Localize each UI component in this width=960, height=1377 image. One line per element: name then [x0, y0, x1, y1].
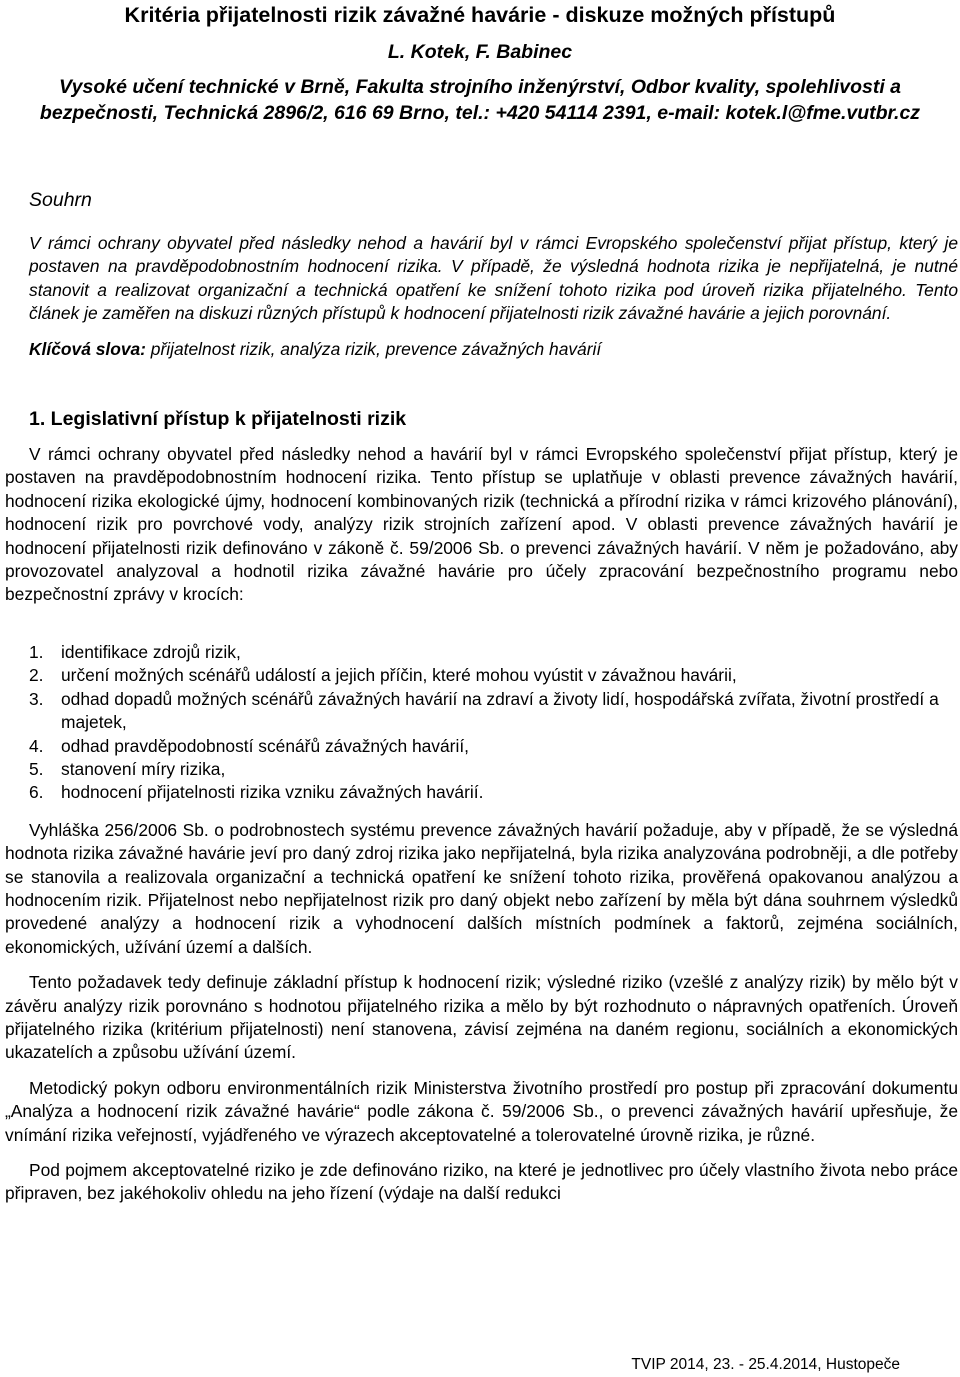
list-item-number: 6.	[29, 782, 44, 803]
paper-title: Kritéria přijatelnosti rizik závažné havárie - diskuze možných přístupů	[124, 3, 836, 27]
list-item	[29, 758, 958, 781]
list-item	[29, 641, 958, 664]
list-item-number: 2.	[29, 665, 44, 686]
author-affiliation: Vysoké učení technické v Brně, Fakulta strojního inženýrství, Odbor kvality, spolehlivosti a bezpečnosti, Technická 2896/2, 616 69 Brno, tel.: +420 54114 2391, e-mail: kotek.l@fme.vutbr.cz	[39, 76, 921, 124]
keywords-text: přijatelnost rizik, analýza rizik, prevence závažných havárií	[145, 338, 602, 359]
list-item-text: hodnocení přijatelnosti rizika vzniku závažných havárií.	[61, 782, 484, 803]
list-item-text: stanovení míry rizika,	[61, 758, 226, 779]
list-item	[29, 688, 958, 735]
risk-analysis-steps-list	[29, 641, 958, 805]
list-item	[29, 664, 958, 687]
section1-paragraph-3: Tento požadavek tedy definuje základní přístup k hodnocení rizik; výsledné riziko (vzešlé z analýzy rizik) by mělo být v závěru analýzy rizik porovnáno s hodnotou přijatelného rizika a mělo by být rozhodnuto o nápravných opatřeních. Úroveň přijatelného rizika (kritérium přijatelnosti) není stanovena, závisí zejména na daném regionu, sociálních a ekonomických ukazatelích a způsobu užívání území.	[5, 972, 958, 1063]
keywords-label: Klíčová slova:	[29, 338, 146, 359]
section-heading-1: 1. Legislativní přístup k přijatelnosti rizik	[29, 408, 407, 431]
list-item-number: 4.	[29, 735, 44, 756]
list-item-text: odhad dopadů možných scénářů závažných havárií na zdraví a životy lidí, hospodářská zvířata, životní prostředí a majetek,	[61, 688, 939, 733]
list-item-text: identifikace zdrojů rizik,	[61, 641, 241, 662]
list-item-number: 3.	[29, 688, 44, 709]
section1-paragraph-1: V rámci ochrany obyvatel před následky nehod a havárií byl v rámci Evropského společenství přijat přístup, který je postaven na pravděpodobnostním hodnocení rizika. Tento přístup se uplatňuje v oblasti prevence závažných havárií, hodnocení rizika ekologické újmy, hodnocení kombinovaných rizik (technická a přírodní rizika v rámci krizového plánování), hodnocení rizik pro povrchové vody, analýzy rizik strojních zařízení apod. V oblasti prevence závažných havárií je hodnocení přijatelnosti rizik definováno v zákoně č. 59/2006 Sb. o prevenci závažných havárií. V něm je požadováno, aby provozovatel analyzoval a hodnotil rizika závažné havárie pro účely zpracování bezpečnostního programu nebo bezpečnostní zprávy v krocích:	[5, 444, 958, 605]
list-item	[29, 735, 958, 758]
list-item-number: 1.	[29, 641, 44, 662]
section1-paragraph-5: Pod pojmem akceptovatelné riziko je zde definováno riziko, na které je jednotlivec pro účely vlastního života nebo práce připraven, bez jakéhokoliv ohledu na jeho řízení (výdaje na další redukci	[5, 1160, 958, 1204]
section1-paragraph-2: Vyhláška 256/2006 Sb. o podrobnostech systému prevence závažných havárií požaduje, aby v případě, že se výsledná hodnota rizika závažné havárie jeví pro daný zdroj rizika jako nepřijatelná, byla rizika analyzována podrobněji, a dle potřeby se stanovila a realizovala organizační a technická opatření ke snížení tohoto rizika, prověřená opakovanou analýzou a hodnocením rizik. Přijatelnost nebo nepřijatelnost rizik pro daný objekt nebo zařízení by měla být dána souhrnem výsledků provedené analýzy a hodnocení rizik a vyhodnocení dalších místních podmínek a faktorů, zejména sociálních, ekonomických, užívání území a dalších.	[5, 819, 958, 957]
list-item-text: určení možných scénářů událostí a jejich příčin, které mohou vyústit v závažnou havárii,	[61, 665, 737, 686]
section1-paragraph-4: Metodický pokyn odboru environmentálních rizik Ministerstva životního prostředí pro postup při zpracování dokumentu „Analýza a hodnocení rizik závažné havárie“ podle zákona č. 59/2006 Sb., o prevenci závažných havárií upřesňuje, že vnímání rizika veřejností, vyjádřeného ve výrazech akceptovatelné a tolerovatelné úrovně rizika, je různé.	[5, 1077, 958, 1145]
list-item	[29, 781, 958, 804]
keywords-line	[29, 338, 958, 361]
list-item-number: 5.	[29, 758, 44, 779]
summary-heading: Souhrn	[29, 189, 92, 211]
list-item-text: odhad pravděpodobností scénářů závažných havárií,	[61, 735, 469, 756]
abstract-text: V rámci ochrany obyvatel před následky nehod a havárií byl v rámci Evropského společenství přijat přístup, který je postaven na pravděpodobnostním hodnocení rizika. V případě, že výsledná hodnota rizika je nepřijatelná, je nutné stanovit a realizovat organizační a technická opatření ke snížení tohoto rizika pod úroveň rizika přijatelného. Tento článek je zaměřen na diskuzi různých přístupů k hodnocení přijatelnosti rizik závažné havárie a jejich porovnání.	[29, 233, 958, 324]
paper-authors: L. Kotek, F. Babinec	[387, 41, 573, 63]
page-footer: TVIP 2014, 23. - 25.4.2014, Hustopeče	[631, 1356, 900, 1373]
